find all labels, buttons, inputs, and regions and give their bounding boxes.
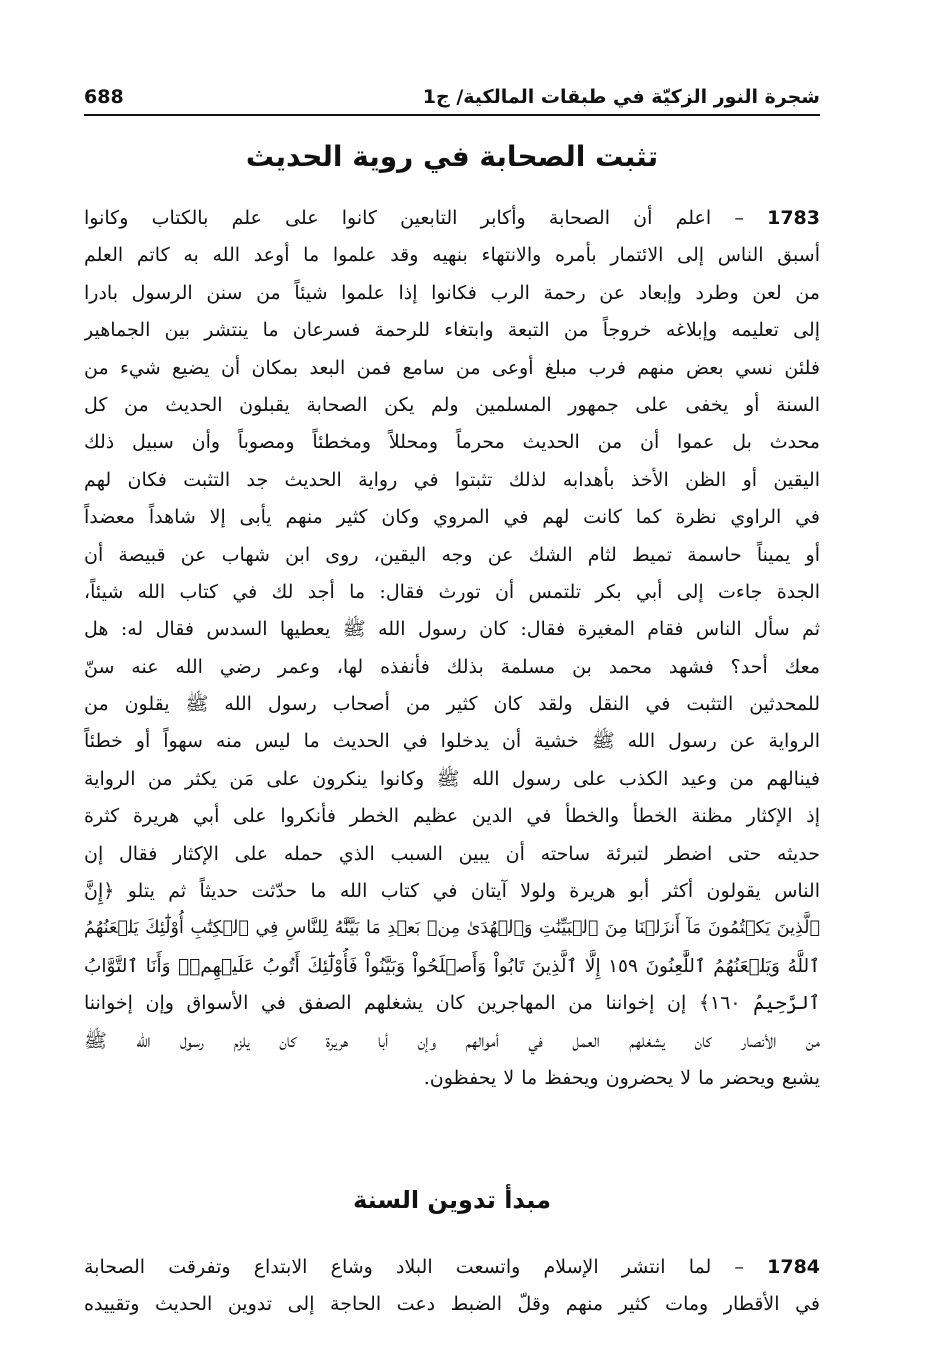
page-number: 688 [84, 86, 124, 108]
text-line: في الراوي نظرة كما كانت لهم في المروي وكان كثير منهم يأبى إلا شاهداً معضداً [84, 506, 820, 529]
text-line: يشبع ويحضر ما لا يحضرون ويحفظ ما لا يحفظون. [423, 1066, 820, 1089]
text-line: حديثه حتى اضطر لتبرئة ساحته أن يبين السبب الذي حمله على الإكثار فقال إن [84, 842, 820, 865]
text-line: إذ الإكثار مظنة الخطأ والخطأ في الدين عظيم الخطر فأنكروا على أبي هريرة كثرة [84, 805, 820, 828]
quran-verse-line: ٱللَّهُ وَيَلۡعَنُهُمُ ٱللَّٰعِنُونَ ١٥٩ إِلَّا ٱلَّذِينَ تَابُواْ وَأَصۡلَحُواْ وَبَيَّنُواْ فَأُوْلَٰٓئِكَ أَتُوبُ عَلَيۡهِمۡۚ وَأَنَا ٱلتَّوَّابُ [84, 955, 820, 977]
text-line [84, 200, 820, 237]
text-line: الجدة جاءت إلى أبي بكر تلتمس أن تورث فقال: ما أجد لك في كتاب الله شيئاً، [84, 580, 820, 603]
text-line: السنة أو يخفى على جمهور المسلمين ولم يكن الصحابة يقبلون الحديث من كل [84, 393, 820, 416]
text-line: من الأنصار كان يشغلهم العمل في أموالهم وإن أبا هريرة كان يلزم رسول الله ﷺ [84, 1029, 820, 1052]
text-line: للمحدثين التثبت في النقل ولقد كان كثير من أصحاب رسول الله ﷺ يقلون من [84, 693, 820, 716]
section-title: تثبت الصحابة في روية الحديث [245, 140, 659, 173]
text-line: إلى تعليمه وإبلاغه خروجاً من التبعة وابتغاء للرحمة فسرعان ما ينتشر بين الجماهير [84, 319, 820, 342]
quran-verse-line: ٱلَّذِينَ يَكۡتُمُونَ مَآ أَنزَلۡنَا مِنَ ٱلۡبَيِّنَٰتِ وَٱلۡهُدَىٰ مِنۢ بَعۡدِ مَا بَيَّنَّٰهُ لِلنَّاسِ فِي ٱلۡكِتَٰبِ أُوْلَٰٓئِكَ يَلۡعَنُهُمُ [84, 918, 820, 939]
text-line: أسبق الناس إلى الائتمار بأمره والانتهاء بنهيه وقد علموا ما أوعد الله به كاتم العلم [84, 244, 820, 267]
book-title: شجرة النور الزكيّة في طبقات المالكية/ ج1 [422, 86, 820, 108]
text-line: ٱلرَّحِيمُ ١٦٠﴾ إن إخواننا من المهاجرين كان يشغلهم الصفق في الأسواق وإن إخواننا [84, 992, 820, 1015]
text-line [84, 1249, 820, 1286]
text-line: في الأقطار ومات كثير منهم وقلّ الضبط دعت الحاجة إلى تدوين الحديث وتقييده [84, 1293, 820, 1316]
text-line: من لعن وطرد وإبعاد عن رحمة الرب فكانوا إذا علموا شيئاً من سنن الرسول بادرا [84, 281, 820, 304]
text-line: الناس يقولون أكثر أبو هريرة ولولا آيتان في كتاب الله ما حدّثت حديثاً ثم يتلو ﴿إِنَّ [84, 880, 820, 903]
paragraph-1783 [84, 200, 820, 1097]
text-line: معك أحد؟ فشهد محمد بن مسلمة بذلك فأنفذه لها، وعمر رضي الله عنه سنّ [84, 655, 820, 678]
text-line: أو يميناً حاسمة تميط لثام الشك عن وجه اليقين، روى ابن شهاب عن قبيصة أن [84, 543, 820, 566]
line-text: – لما انتشر الإسلام واتسعت البلاد وشاع الابتداع وتفرقت الصحابة [84, 1256, 744, 1278]
text-line: اليقين أو الظن الأخذ بأهدابه لذلك تثبتوا في رواية الحديث جد التثبت فكان لهم [84, 468, 820, 491]
paragraph-number: 1783 [767, 207, 820, 229]
text-line: ثم سأل الناس فقام المغيرة فقال: كان رسول الله ﷺ يعطيها السدس فقال له: هل [84, 618, 820, 641]
text-line: محدث بل عموا أن من الحديث محرماً ومحللاً ومخطئاً ومصوباً وأن سبيل ذلك [84, 431, 820, 454]
paragraph-1784 [84, 1249, 820, 1324]
text-line: فينالهم من وعيد الكذب على رسول الله ﷺ وكانوا ينكرون على مَن يكثر من الرواية [84, 767, 820, 790]
text-line: فلئن نسي بعض منهم فرب مبلغ أوعى من سامع فمن البعد بمكان أن يضيع شيء من [84, 356, 820, 379]
line-text: – اعلم أن الصحابة وأكابر التابعين كانوا على علم بالكتاب وكانوا [84, 207, 744, 229]
running-header [84, 80, 820, 116]
section-title: مبدأ تدوين السنة [353, 1186, 551, 1214]
paragraph-number: 1784 [767, 1256, 820, 1278]
text-line: الرواية عن رسول الله ﷺ خشية أن يدخلوا في الحديث ما ليس منه سهواً أو خطئاً [84, 730, 820, 753]
